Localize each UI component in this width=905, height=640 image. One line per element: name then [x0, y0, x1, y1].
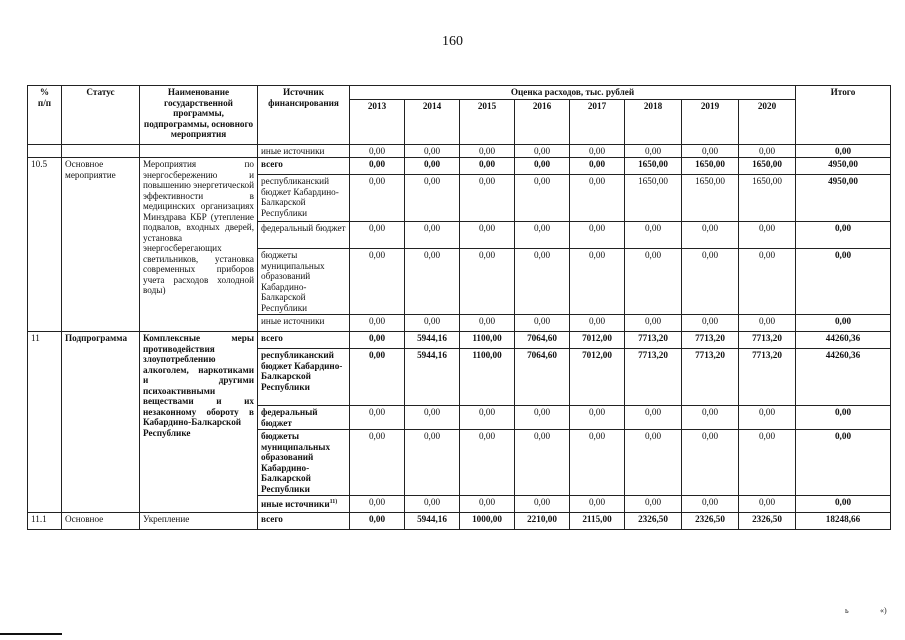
total-cell: 44260,36 [796, 349, 891, 406]
source-label: бюджеты муниципальных образований Кабардино-Балкарской Республики [261, 431, 331, 494]
header-year: 2015 [460, 99, 515, 144]
value-cell: 0,00 [570, 158, 625, 175]
table-row [28, 332, 891, 349]
value-cell: 0,00 [515, 430, 570, 496]
value-cell: 0,00 [405, 315, 460, 332]
value-cell: 0,00 [460, 175, 515, 222]
value-cell: 2210,00 [515, 513, 570, 530]
footer-mark: ь [845, 606, 849, 615]
value-cell: 0,00 [350, 175, 405, 222]
value-cell: 0,00 [405, 175, 460, 222]
value-cell: 0,00 [460, 144, 515, 158]
value-cell: 7012,00 [570, 332, 625, 349]
value-cell: 1650,00 [625, 175, 682, 222]
value-cell: 0,00 [515, 175, 570, 222]
source-label: федеральный бюджет [261, 407, 318, 428]
program-name-cell: Мероприятия по энергосбережению и повышению энергетической эффективности в медицинских организациях Минздрава КБР (утепление подвалов, входных дверей, установка энергосберегающих светильников, установка современных приборов учета расходов холодной воды) [140, 158, 258, 332]
value-cell: 2326,50 [739, 513, 796, 530]
value-cell: 1650,00 [682, 175, 739, 222]
value-cell: 1650,00 [739, 175, 796, 222]
source-label: всего [261, 514, 283, 524]
header-total: Итого [796, 86, 891, 145]
value-cell: 1650,00 [625, 158, 682, 175]
value-cell: 0,00 [350, 158, 405, 175]
source-cell [258, 406, 350, 430]
value-cell: 0,00 [625, 144, 682, 158]
value-cell: 0,00 [350, 332, 405, 349]
value-cell: 0,00 [405, 249, 460, 315]
value-cell: 0,00 [515, 158, 570, 175]
value-cell: 0,00 [682, 430, 739, 496]
source-cell [258, 158, 350, 175]
value-cell: 0,00 [350, 222, 405, 249]
value-cell: 7713,20 [739, 332, 796, 349]
footnote-marker: 11) [329, 499, 338, 505]
program-name-cell: Комплексные меры противодействия злоупотреблению алкоголем, наркотиками и другими психоактивными веществами и их незаконному обороту в Кабардино-Балкарской Республике [140, 332, 258, 513]
status-cell: Основное [62, 513, 140, 530]
value-cell: 0,00 [570, 222, 625, 249]
source-cell [258, 249, 350, 315]
source-label: бюджеты муниципальных образований Кабардино-Балкарской Республики [261, 250, 325, 313]
value-cell: 7064,60 [515, 349, 570, 406]
value-cell: 2326,50 [682, 513, 739, 530]
value-cell: 7713,20 [625, 332, 682, 349]
value-cell: 0,00 [739, 496, 796, 513]
header-year: 2016 [515, 99, 570, 144]
value-cell: 0,00 [739, 315, 796, 332]
total-cell: 44260,36 [796, 332, 891, 349]
total-cell: 4950,00 [796, 175, 891, 222]
source-label: федеральный бюджет [261, 223, 346, 233]
value-cell: 0,00 [350, 144, 405, 158]
total-cell: 0,00 [796, 249, 891, 315]
value-cell: 0,00 [625, 430, 682, 496]
value-cell: 0,00 [460, 158, 515, 175]
value-cell: 0,00 [405, 430, 460, 496]
source-cell: иные источники [258, 144, 350, 158]
value-cell: 7713,20 [682, 332, 739, 349]
value-cell: 0,00 [350, 513, 405, 530]
header-estimate: Оценка расходов, тыс. рублей [350, 86, 796, 100]
value-cell: 0,00 [460, 315, 515, 332]
value-cell: 2115,00 [570, 513, 625, 530]
value-cell: 0,00 [682, 406, 739, 430]
total-cell: 0,00 [796, 496, 891, 513]
value-cell: 0,00 [625, 249, 682, 315]
source-cell [258, 496, 350, 513]
value-cell: 1100,00 [460, 332, 515, 349]
value-cell: 1000,00 [460, 513, 515, 530]
table-row [28, 158, 891, 175]
total-cell: 0,00 [796, 315, 891, 332]
program-name-cell: Укрепление [140, 513, 258, 530]
row-number: 11.1 [28, 513, 62, 530]
value-cell: 0,00 [350, 430, 405, 496]
value-cell: 0,00 [570, 430, 625, 496]
header-year: 2014 [405, 99, 460, 144]
value-cell: 0,00 [682, 496, 739, 513]
value-cell: 0,00 [460, 496, 515, 513]
value-cell: 0,00 [350, 349, 405, 406]
header-year: 2013 [350, 99, 405, 144]
value-cell: 0,00 [682, 144, 739, 158]
value-cell: 0,00 [739, 144, 796, 158]
header-num: % п/п [28, 86, 62, 145]
value-cell: 0,00 [625, 406, 682, 430]
value-cell: 0,00 [460, 430, 515, 496]
value-cell: 0,00 [405, 222, 460, 249]
value-cell: 0,00 [405, 158, 460, 175]
total-cell: 0,00 [796, 222, 891, 249]
value-cell: 1650,00 [682, 158, 739, 175]
source-cell [258, 222, 350, 249]
page-number: 160 [442, 34, 463, 49]
status-cell: Основное мероприятие [62, 158, 140, 332]
total-cell: 4950,00 [796, 158, 891, 175]
row-number: 11 [28, 332, 62, 513]
status-cell: Подпрограмма [62, 332, 140, 513]
value-cell: 0,00 [739, 406, 796, 430]
header-year: 2017 [570, 99, 625, 144]
header-year: 2020 [739, 99, 796, 144]
source-label: всего [261, 333, 283, 343]
value-cell: 0,00 [460, 249, 515, 315]
value-cell: 0,00 [405, 144, 460, 158]
value-cell: 0,00 [625, 496, 682, 513]
value-cell: 7064,60 [515, 332, 570, 349]
value-cell: 0,00 [625, 315, 682, 332]
value-cell: 0,00 [350, 249, 405, 315]
value-cell: 7713,20 [625, 349, 682, 406]
table-body [28, 144, 891, 530]
value-cell: 0,00 [515, 496, 570, 513]
value-cell: 1100,00 [460, 349, 515, 406]
header-name: Наименование государственной программы, подпрограммы, основного мероприятия [140, 86, 258, 145]
value-cell: 0,00 [570, 144, 625, 158]
source-cell [258, 332, 350, 349]
value-cell: 0,00 [739, 222, 796, 249]
value-cell: 0,00 [350, 315, 405, 332]
source-label: иные источники [261, 499, 330, 510]
value-cell: 0,00 [405, 406, 460, 430]
source-label: республиканский бюджет Кабардино-Балкарской Республики [261, 350, 343, 392]
header-year: 2019 [682, 99, 739, 144]
value-cell: 5944,16 [405, 332, 460, 349]
value-cell: 0,00 [350, 496, 405, 513]
value-cell: 0,00 [460, 222, 515, 249]
footer-rule [0, 633, 62, 635]
value-cell: 0,00 [682, 249, 739, 315]
row-number: 10.5 [28, 158, 62, 332]
table-row [28, 513, 891, 530]
source-label: иные источники [261, 316, 325, 326]
source-cell [258, 315, 350, 332]
header-year: 2018 [625, 99, 682, 144]
value-cell: 0,00 [570, 315, 625, 332]
value-cell: 1650,00 [739, 158, 796, 175]
value-cell: 0,00 [350, 406, 405, 430]
value-cell: 0,00 [625, 222, 682, 249]
source-cell [258, 430, 350, 496]
value-cell: 0,00 [570, 249, 625, 315]
budget-table [27, 85, 891, 530]
header-source: Источник финансирования [258, 86, 350, 145]
value-cell: 2326,50 [625, 513, 682, 530]
value-cell: 0,00 [515, 406, 570, 430]
value-cell: 0,00 [460, 406, 515, 430]
source-cell [258, 175, 350, 222]
value-cell: 0,00 [682, 315, 739, 332]
total-cell: 0,00 [796, 406, 891, 430]
source-label: всего [261, 159, 283, 169]
value-cell: 0,00 [515, 222, 570, 249]
header-status: Статус [62, 86, 140, 145]
total-cell: 0,00 [796, 430, 891, 496]
value-cell: 7713,20 [682, 349, 739, 406]
value-cell: 0,00 [570, 406, 625, 430]
total-cell: 0,00 [796, 144, 891, 158]
value-cell: 0,00 [405, 496, 460, 513]
source-label: республиканский бюджет Кабардино-Балкарской Республики [261, 176, 339, 218]
value-cell: 5944,16 [405, 349, 460, 406]
value-cell: 0,00 [739, 249, 796, 315]
value-cell: 0,00 [739, 430, 796, 496]
value-cell: 0,00 [570, 175, 625, 222]
value-cell: 0,00 [515, 249, 570, 315]
value-cell: 0,00 [515, 315, 570, 332]
value-cell: 0,00 [682, 222, 739, 249]
footer-mark: «) [880, 606, 887, 615]
table-row [28, 144, 891, 158]
value-cell: 0,00 [570, 496, 625, 513]
total-cell: 18248,66 [796, 513, 891, 530]
value-cell: 7012,00 [570, 349, 625, 406]
value-cell: 0,00 [515, 144, 570, 158]
source-cell [258, 349, 350, 406]
value-cell: 7713,20 [739, 349, 796, 406]
value-cell: 5944,16 [405, 513, 460, 530]
table-header [28, 86, 891, 145]
source-cell [258, 513, 350, 530]
